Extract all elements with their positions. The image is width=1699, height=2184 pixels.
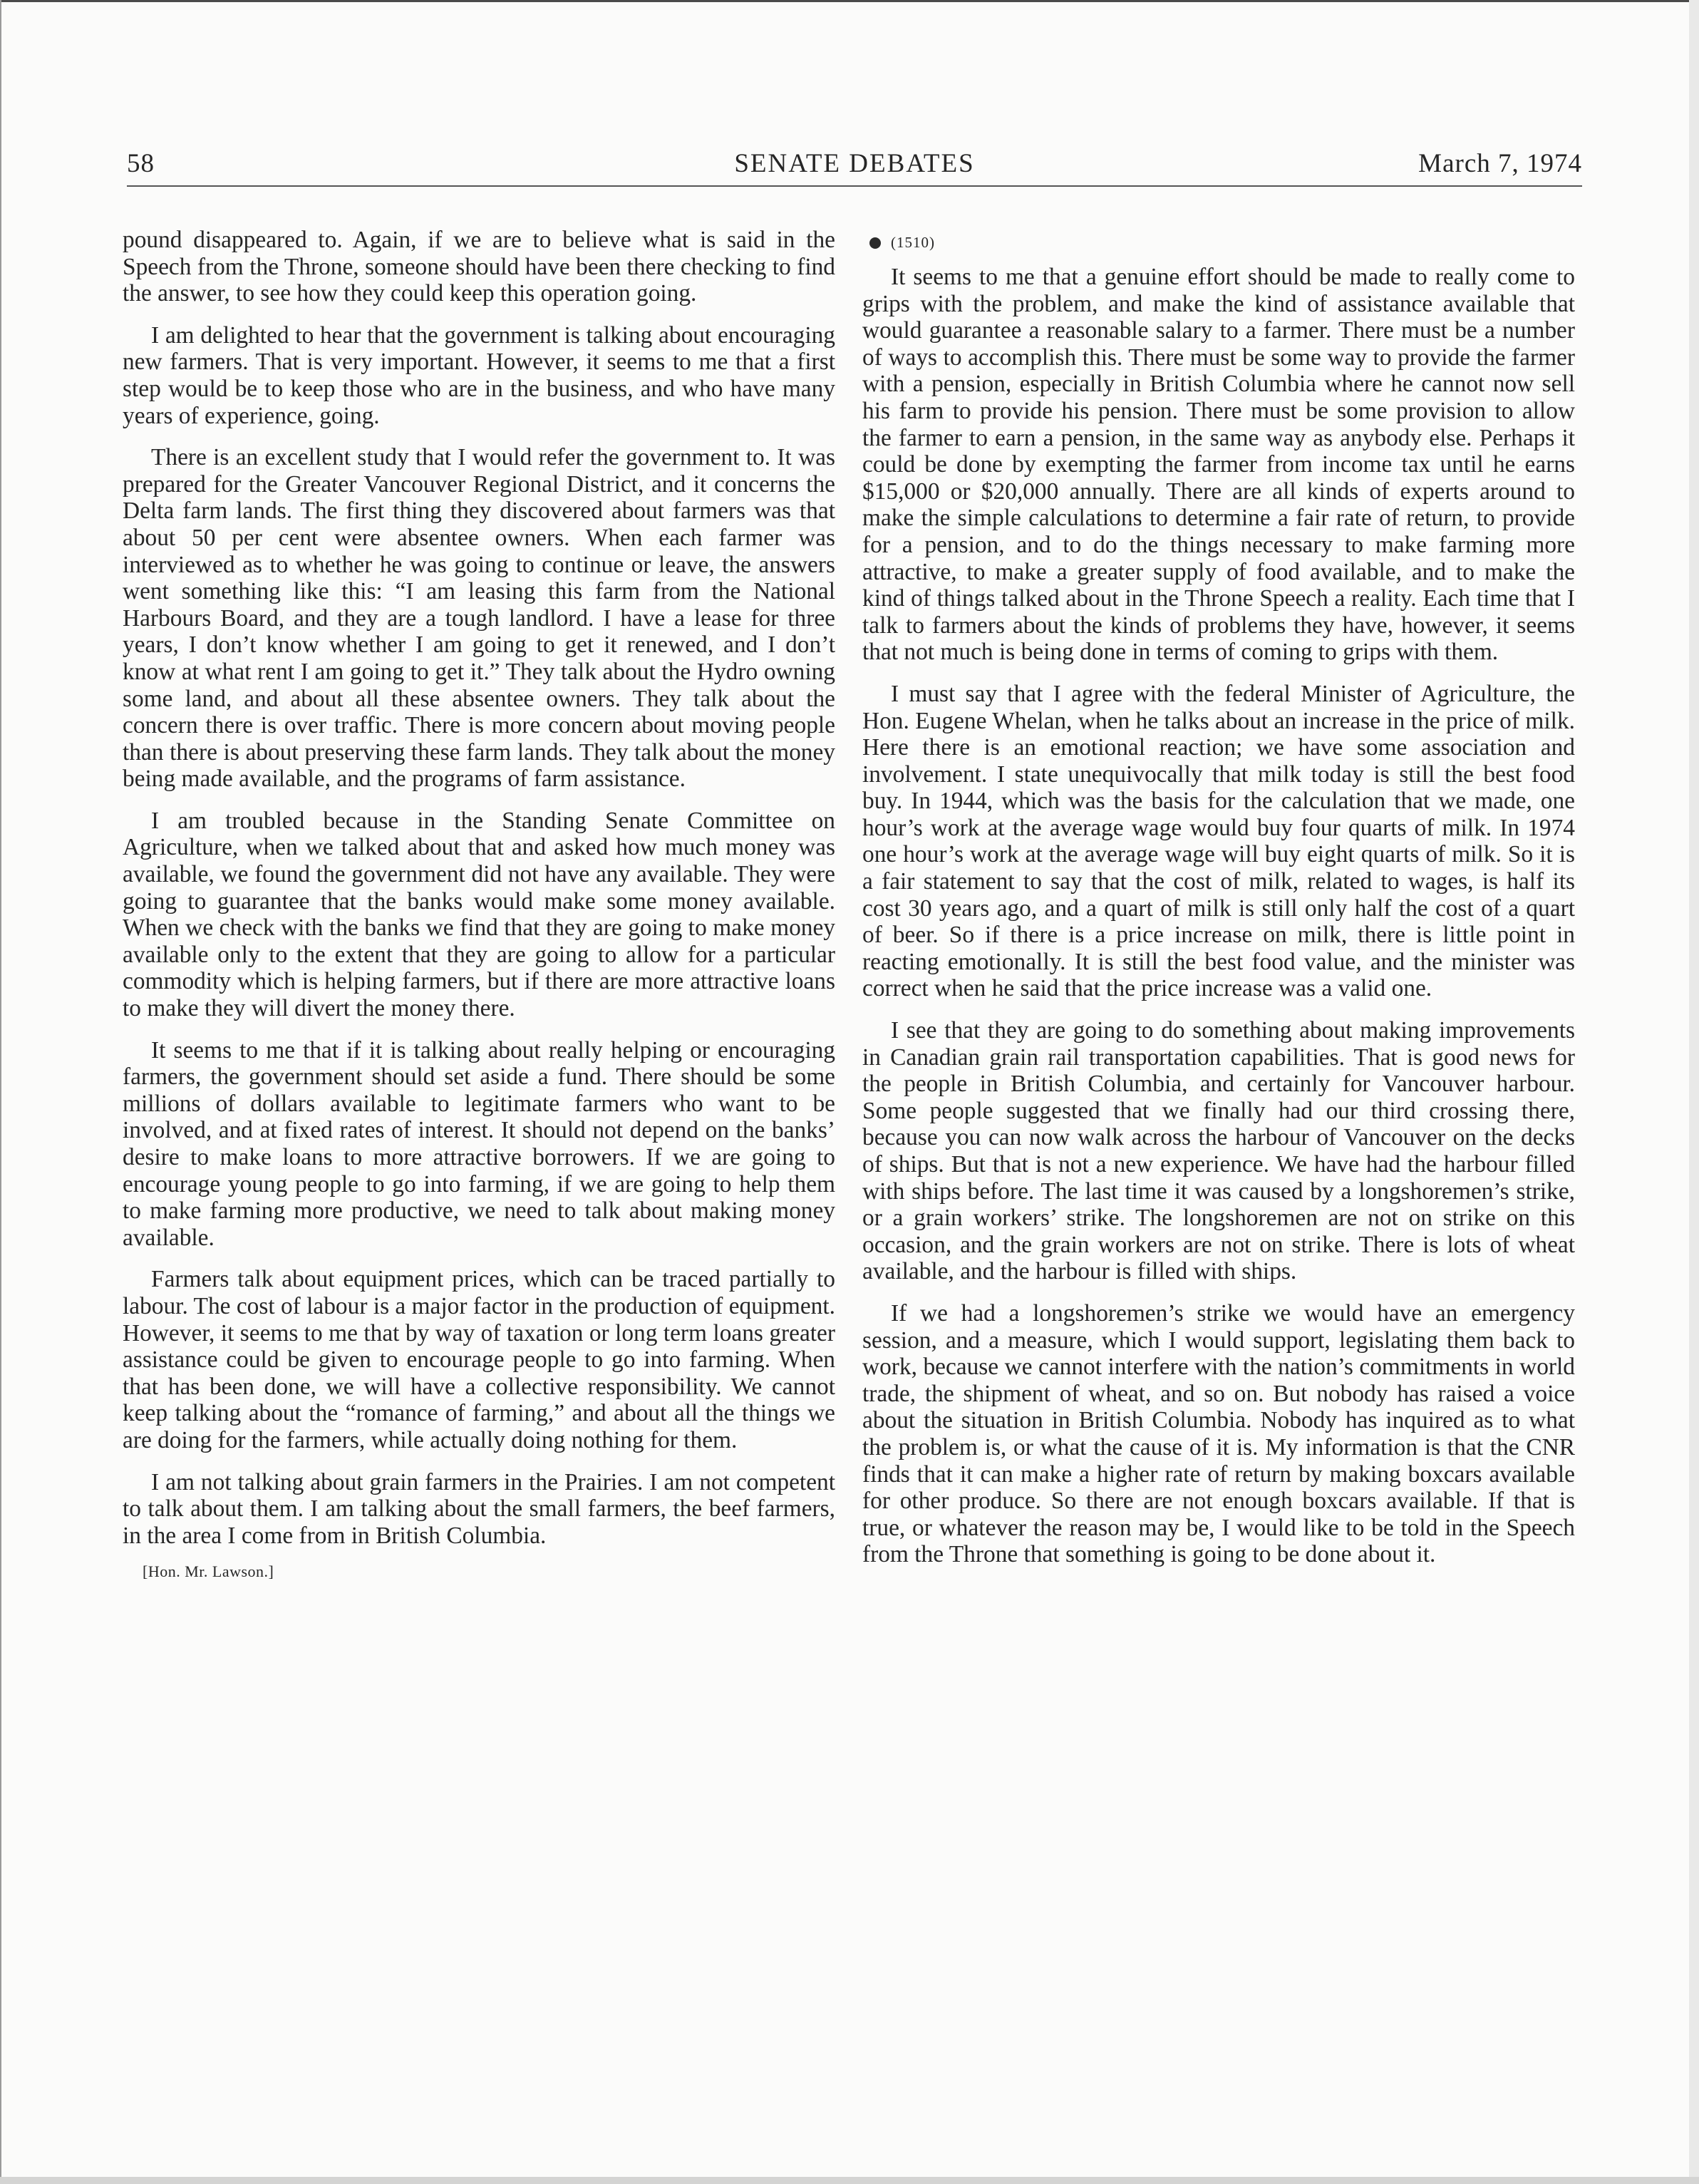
paragraph: I am troubled because in the Standing Senate Committee on Agriculture, when we talked about that and asked how much money was available, we found the government did not have any available. They were going to guarantee that the banks would make some money available. When we check with the banks we find that they are going to make money available only to the extent that they are going to allow for a particular commodity which is helping farmers, but if there are more attractive loans to make they will divert the money there. bbox=[123, 807, 835, 1022]
time-marker-text: (1510) bbox=[891, 234, 935, 252]
paragraph: It seems to me that a genuine effort should be made to really come to grips with the problem, and make the kind of assistance available that would guarantee a reasonable salary to a farmer. There must be a number of ways to accomplish this. There must be some way to provide the farmer with a pension, especially in British Columbia where he cannot now sell his farm to provide his pension. There must be some provision to allow the farmer to earn a pension, in the same way as anybody else. Perhaps it could be done by exempting the farmer from income tax until he earns $15,000 or $20,000 annually. There are all kinds of experts around to make the simple calculations to determine a fair rate of return, to provide for a pension, and to do the things necessary to make farming more attractive, to make a greater supply of food available, and to make the kind of things talked about in the Throne Speech a reality. Each time that I talk to farmers about the kinds of problems they have, however, it seems that not much is being done in terms of coming to grips with them. bbox=[862, 264, 1575, 666]
left-column bbox=[123, 227, 835, 1582]
scan-edge-top bbox=[0, 0, 1699, 2]
scan-edge-right bbox=[1689, 0, 1699, 2184]
paragraph: I am delighted to hear that the government is talking about encouraging new farmers. That is very important. However, it seems to me that a first step would be to keep those who are in the business, and who have many years of experience, going. bbox=[123, 321, 835, 429]
running-header bbox=[127, 145, 1582, 187]
paragraph: pound disappeared to. Again, if we are to believe what is said in the Speech from the Throne, someone should have been there checking to find the answer, to see how they could keep this operation going. bbox=[123, 227, 835, 307]
page-number: 58 bbox=[127, 149, 155, 178]
paragraph: I am not talking about grain farmers in the Prairies. I am not competent to talk about them. I am talking about the small farmers, the beef farmers, in the area I come from in British Columbia. bbox=[123, 1468, 835, 1549]
publication-title: SENATE DEBATES bbox=[734, 149, 975, 178]
paragraph: If we had a longshoremen’s strike we would have an emergency session, and a measure, which I would support, legislating them back to work, because we cannot interfere with the nation’s commitments in world trade, the shipment of wheat, and so on. But nobody has raised a voice about the situation in British Columbia. Nobody has inquired as to what the problem is, or what the cause of it is. My information is that the CNR finds that it can make a higher rate of return by making boxcars available for other produce. So there are not enough boxcars available. If that is true, or whatever the reason may be, I would like to be told in the Speech from the Throne that something is going to be done about it. bbox=[862, 1299, 1575, 1568]
issue-date: March 7, 1974 bbox=[1418, 149, 1582, 178]
time-marker bbox=[869, 232, 1575, 254]
paragraph: It seems to me that if it is talking about really helping or encouraging farmers, the government should set aside a fund. There should be some millions of dollars available to legitimate farmers who want to be involved, and at fixed rates of interest. It should not depend on the banks’ desire to make loans to more attractive borrowers. If we are going to encourage young people to go into farming, if we are going to help them to make farming more productive, we need to talk about making money available. bbox=[123, 1036, 835, 1251]
paragraph: There is an excellent study that I would refer the government to. It was prepared for the Greater Vancouver Regional District, and it concerns the Delta farm lands. The first thing they discovered about farmers was that about 50 per cent were absentee owners. When each farmer was interviewed as to whether he was going to continue or leave, the answers went something like this: “I am leasing this farm from the National Harbours Board, and they are a tough landlord. I have a lease for three years, I don’t know whether I am going to get it renewed, and I don’t know at what rent I am going to get it.” They talk about the Hydro owning some land, and about all these absentee owners. They talk about the concern there is over traffic. There is more concern about moving people than there is about preserving these farm lands. They talk about the money being made available, and the programs of farm assistance. bbox=[123, 444, 835, 793]
scan-edge-bottom bbox=[0, 2177, 1699, 2184]
bullet-icon bbox=[869, 237, 881, 249]
speaker-note: [Hon. Mr. Lawson.] bbox=[143, 1562, 274, 1581]
scan-edge-left bbox=[0, 0, 1, 2184]
paragraph: I must say that I agree with the federal Minister of Agriculture, the Hon. Eugene Whelan, when he talks about an increase in the price of milk. Here there is an emotional reaction; we have some association and involvement. I state unequivocally that milk today is still the best food buy. In 1944, which was the basis for the calculation that we made, one hour’s work at the average wage would buy four quarts of milk. In 1974 one hour’s work at the average wage will buy eight quarts of milk. So it is a fair statement to say that the cost of milk, related to wages, is half its cost 30 years ago, and a quart of milk is still only half the cost of a quart of beer. So if there is a price increase on milk, there is little point in reacting emotionally. It is still the best food value, and the minister was correct when he said that the price increase was a valid one. bbox=[862, 680, 1575, 1002]
right-column bbox=[862, 227, 1575, 1583]
paragraph: I see that they are going to do something about making improvements in Canadian grain rail transportation capabilities. That is good news for the people in British Columbia, and certainly for Vancouver harbour. Some people suggested that we finally had our third crossing there, because you can now walk across the harbour of Vancouver on the decks of ships. But that is not a new experience. We have had the harbour filled with ships before. The last time it was caused by a longshoremen’s strike, or a grain workers’ strike. The longshoremen are not on strike on this occasion, and the grain workers are not on strike. There is lots of wheat available, and the harbour is filled with ships. bbox=[862, 1017, 1575, 1285]
paragraph: Farmers talk about equipment prices, which can be traced partially to labour. The cost of labour is a major factor in the production of equipment. However, it seems to me that by way of taxation or long term loans greater assistance could be given to encourage people to go into farming. When that has been done, we will have a collective responsibility. We cannot keep talking about the “romance of farming,” and about all the things we are doing for the farmers, while actually doing nothing for them. bbox=[123, 1266, 835, 1453]
